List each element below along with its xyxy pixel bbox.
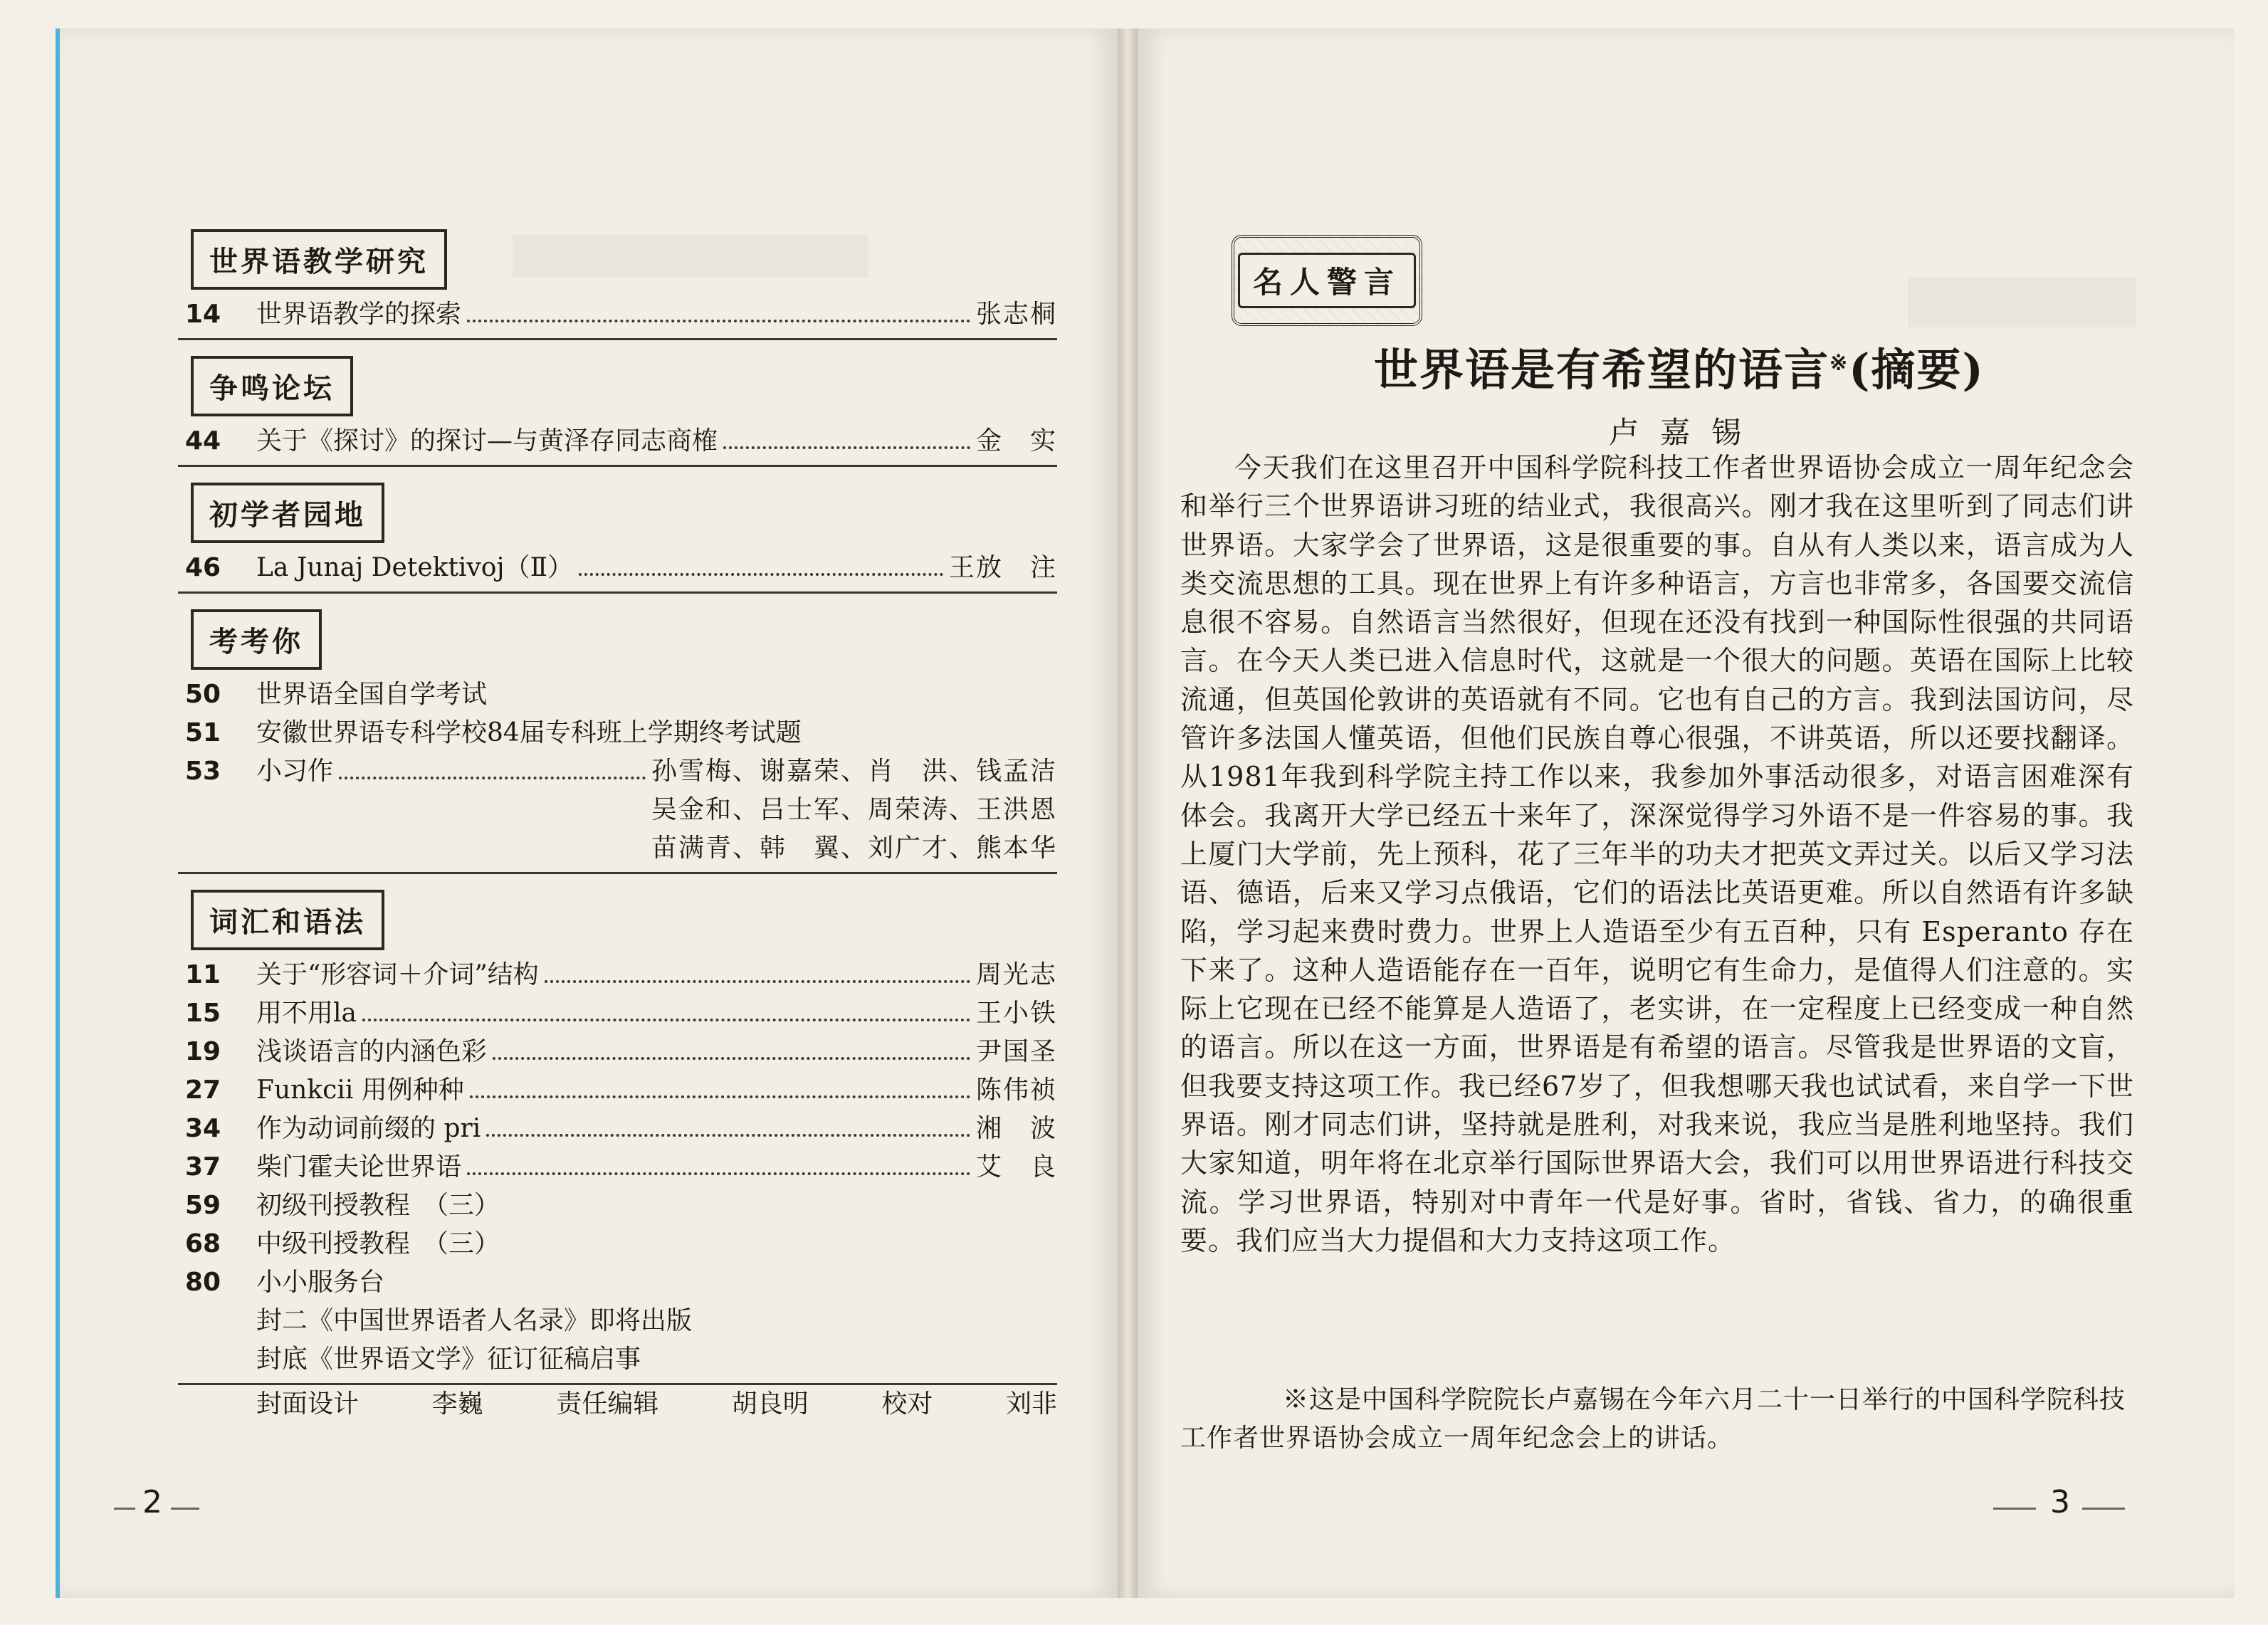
toc-extra-authors: 苗满青、韩 翼、刘广才、熊本华	[651, 833, 1057, 863]
toc-entry-title: 中级刊授教程 （三）	[256, 1229, 500, 1258]
book-gutter	[1118, 28, 1138, 1598]
toc-entry-page: 68	[185, 1229, 221, 1258]
credits-line	[107, 1385, 1057, 1424]
toc-entry[interactable]	[107, 752, 1057, 791]
toc-divider	[178, 872, 1057, 874]
table-of-contents	[107, 214, 1057, 1424]
folio-dash	[2082, 1508, 2125, 1510]
page-number-right: 3	[2050, 1484, 2070, 1520]
toc-entry[interactable]	[107, 295, 1057, 334]
toc-entry-page: 34	[185, 1114, 221, 1143]
toc-section-heading: 争鸣论坛	[191, 356, 353, 416]
article-author: 卢嘉锡	[1609, 415, 1763, 450]
toc-cover-note: 封二《中国世界语者人名录》即将出版	[256, 1306, 693, 1335]
toc-entry-page: 15	[185, 999, 221, 1028]
toc-entry-title: 用不用la	[256, 999, 357, 1028]
toc-entry-title: 浅谈语言的内涵色彩	[256, 1037, 488, 1066]
toc-divider	[178, 465, 1057, 467]
toc-entry-author: 金 实	[975, 426, 1057, 456]
toc-entry[interactable]	[107, 549, 1057, 587]
toc-section-heading: 词汇和语法	[191, 890, 384, 950]
toc-entry[interactable]	[107, 675, 1057, 714]
toc-entry-author: 陈伟祯	[975, 1076, 1057, 1105]
toc-entry-page: 51	[185, 718, 221, 747]
toc-section-heading: 考考你	[191, 609, 322, 670]
toc-leader-dots	[467, 1172, 970, 1175]
toc-leader-dots	[339, 777, 646, 779]
toc-entry-title: La Junaj Detektivoj（Ⅱ）	[256, 553, 574, 582]
toc-entry-author: 孙雪梅、谢嘉荣、肖 洪、钱孟洁	[651, 757, 1057, 786]
toc-entry-title: 关于《探讨》的探讨—与黄泽存同志商榷	[256, 426, 718, 456]
toc-entry-page: 50	[185, 680, 221, 709]
toc-entry-author: 周光志	[975, 960, 1057, 989]
toc-entry-title: 柴门霍夫论世界语	[256, 1152, 462, 1182]
toc-entry[interactable]	[107, 1110, 1057, 1148]
folio-dash	[1993, 1508, 2036, 1510]
credit-proof-name: 刘非	[1005, 1389, 1057, 1419]
toc-entry-title: 小习作	[256, 757, 334, 786]
toc-leader-dots	[467, 320, 970, 322]
toc-entry-author: 王放 注	[948, 553, 1057, 582]
toc-entry[interactable]	[107, 1263, 1057, 1302]
toc-entry-title: 关于“形容词＋介词”结构	[256, 960, 539, 989]
credit-editor-name: 胡良明	[731, 1389, 809, 1419]
toc-entry-page: 14	[185, 300, 221, 329]
article-title-text: 世界语是有希望的语言	[1374, 344, 1830, 396]
toc-entry-title: 作为动词前缀的 pri	[256, 1114, 481, 1143]
article-footnote: ※这是中国科学院院长卢嘉锡在今年六月二十一日举行的中国科学院科技工作者世界语协会成立一周年纪念会上的讲话。	[1180, 1385, 2126, 1453]
toc-leader-dots	[723, 446, 970, 449]
toc-entry-page: 59	[185, 1191, 221, 1220]
column-badge-label: 名人警言	[1238, 253, 1416, 308]
credit-editor-label: 责任编辑	[556, 1389, 659, 1419]
toc-entry[interactable]	[107, 1187, 1057, 1225]
toc-entry-author: 湘 波	[975, 1114, 1057, 1143]
folio-dash	[114, 1508, 135, 1510]
toc-entry[interactable]	[107, 1033, 1057, 1071]
toc-entry-title: 世界语教学的探索	[256, 300, 462, 329]
toc-divider	[178, 338, 1057, 340]
toc-entry-page: 27	[185, 1076, 221, 1105]
toc-entry[interactable]	[107, 1225, 1057, 1263]
article-title-mark: ※	[1829, 350, 1849, 376]
toc-leader-dots	[362, 1019, 970, 1021]
toc-entry-title: Funkcii 用例种种	[256, 1076, 464, 1105]
toc-entry-page: 46	[185, 553, 221, 582]
column-badge	[1232, 235, 1422, 326]
toc-entry-author: 张志桐	[975, 300, 1057, 329]
page-number-left: 2	[142, 1484, 162, 1520]
toc-entry-author: 尹国圣	[975, 1037, 1057, 1066]
toc-divider	[178, 591, 1057, 594]
toc-entry-author: 艾 良	[975, 1152, 1057, 1182]
toc-cover-note: 封底《世界语文学》征订征稿启事	[256, 1345, 641, 1374]
toc-section-heading: 世界语教学研究	[191, 229, 447, 290]
show-through-shadow	[1908, 278, 2136, 327]
toc-leader-dots	[486, 1134, 970, 1137]
credit-cover-name: 李巍	[431, 1389, 483, 1419]
toc-entry[interactable]	[107, 1071, 1057, 1110]
article-body: 今天我们在这里召开中国科学院科技工作者世界语协会成立一周年纪念会和举行三个世界语讲习班的结业式，我很高兴。刚才我在这里听到了同志们讲世界语。大家学会了世界语，这是很重要的事。自从有人类以来，语言成为人类交流思想的工具。现在世界上有许多种语言，方言也非常多，各国要交流信息很不容易。自然语言当然很好，但现在还没有找到一种国际性很强的共同语言。在今天人类已进入信息时代，这就是一个很大的问题。英语在国际上比较流通，但英国伦敦讲的英语就有不同。它也有自己的方言。我到法国访问，尽管许多法国人懂英语，但他们民族自尊心很强，不讲英语，所以还要找翻译。从1981年我到科学院主持工作以来，我参加外事活动很多，对语言困难深有体会。我离开大学已经五十来年了，深深觉得学习外语不是一件容易的事。我上厦门大学前，先上预科，花了三年半的功夫才把英文弄过关。以后又学习法语、德语，后来又学习点俄语，它们的语法比英语更难。所以自然语有许多缺陷，学习起来费时费力。世界上人造语至少有五百种，只有 Esperanto 存在下来了。这种人造语能存在一百年，说明它有生命力，是值得人们注意的。实际上它现在已经不能算是人造语了，老实讲，在一定程度上已经变成一种自然的语言。所以在这一方面，世界语是有希望的语言。尽管我是世界语的文盲，但我要支持这项工作。我已经67岁了，但我想哪天我也试试看，来自学一下世界语。刚才同志们讲，坚持就是胜利，对我来说，我应当是胜利地坚持。我们大家知道，明年将在北京举行国际世界语大会，我们可以用世界语进行科技交流。学习世界语，特别对中青年一代是好事。省时，省钱、省力，的确很重要。我们应当大力提倡和大力支持这项工作。	[1180, 452, 2134, 1256]
toc-entry-title: 初级刊授教程 （三）	[256, 1191, 500, 1220]
article-title	[1374, 335, 1985, 398]
credit-cover-label: 封面设计	[256, 1389, 359, 1419]
toc-entry[interactable]	[107, 994, 1057, 1033]
toc-entry[interactable]	[107, 422, 1057, 461]
toc-entry[interactable]	[107, 956, 1057, 994]
toc-entry-page: 11	[185, 960, 221, 989]
toc-entry-page: 53	[185, 757, 221, 786]
toc-section-heading: 初学者园地	[191, 483, 384, 543]
article-title-suffix: (摘要)	[1849, 344, 1985, 396]
toc-entry[interactable]	[107, 714, 1057, 752]
credit-proof-label: 校对	[881, 1389, 933, 1419]
toc-entry-title: 世界语全国自学考试	[256, 680, 488, 709]
toc-entry-title: 安徽世界语专科学校84届专科班上学期终考试题	[256, 718, 802, 747]
toc-leader-dots	[579, 573, 943, 576]
toc-entry-page: 44	[185, 426, 221, 456]
toc-leader-dots	[493, 1057, 970, 1060]
folio-dash	[171, 1508, 199, 1510]
toc-entry[interactable]	[107, 1148, 1057, 1187]
toc-leader-dots	[545, 980, 970, 983]
toc-entry-page: 80	[185, 1268, 221, 1297]
toc-entry-page: 37	[185, 1152, 221, 1182]
toc-extra-authors: 吴金和、吕士军、周荣涛、王洪恩	[651, 795, 1057, 824]
toc-entry-page: 19	[185, 1037, 221, 1066]
toc-leader-dots	[470, 1095, 970, 1098]
toc-entry-title: 小小服务台	[256, 1268, 385, 1297]
toc-entry-author: 王小铁	[975, 999, 1057, 1028]
